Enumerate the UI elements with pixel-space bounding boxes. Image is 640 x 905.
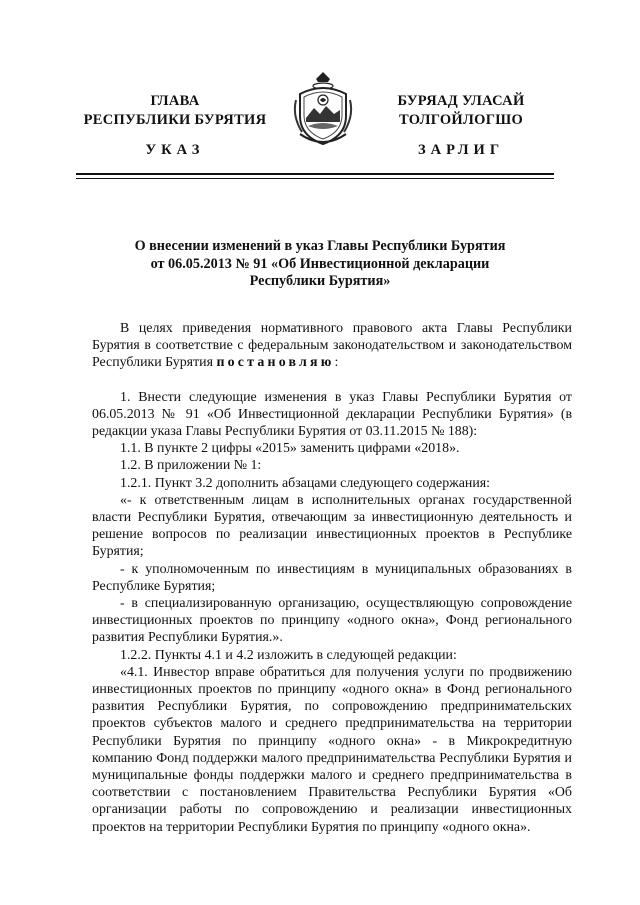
paragraph-1: 1. Внести следующие изменения в указ Главы Республики Бурятия от 06.05.2013 № 91 «Об Инвестиционной декларации Республики Бурятия» (в редакции указа Главы Республики Бурятия от 03.11.2015 № 188):: [92, 389, 572, 440]
decree-word: постановляю: [216, 355, 335, 371]
coat-of-arms-emblem: [290, 70, 356, 146]
paragraph-quote-3: - в специализированную организацию, осуществляющую сопровождение инвестиционных проектов по принципу «одного окна», Фонд регионального развития Республики Бурятия.».: [92, 596, 572, 646]
title-line1: О внесении изменений в указ Главы Республики Бурятия: [134, 238, 506, 254]
intro-paragraph: [92, 320, 572, 372]
header-right-line2: ТОЛГОЙЛОГШО: [398, 112, 524, 128]
paragraph-1-2-2: 1.2.2. Пункты 4.1 и 4.2 изложить в следующей редакции:: [120, 647, 457, 663]
paragraph-1-2: 1.2. В приложении № 1:: [120, 458, 262, 474]
document-kind-bur: ЗАРЛИГ: [417, 142, 505, 158]
paragraph-quote-2: - к уполномоченным по инвестициям в муниципальных образованиях в Республике Бурятия;: [92, 561, 572, 594]
header-left-line1: ГЛАВА: [150, 93, 200, 109]
paragraph-4-1: «4.1. Инвестор вправе обратиться для получения услуги по продвижению инвестиционных проектов по принципу «одного окна» в Фонд регионального развития Республики Бурятия, по сопровождению предпринимательских проектов субъектов малого и среднего предпринимательства на территории Республики Бурятия по принципу «одного окна» - в Микрокредитную компанию Фонд поддержки малого предпринимательства Республики Бурятия и муниципальные фонды поддержки малого и среднего предпринимательства в соответствии с постановлением Правительства Республики Бурятия «Об организации работы по сопровождению и реализации инвестиционных проектов на территории Республики Бурятия по принципу «одного окна».: [92, 664, 572, 835]
intro-end: :: [334, 355, 339, 371]
paragraph-1-1: 1.1. В пункте 2 цифры «2015» заменить цифрами «2018».: [120, 441, 460, 457]
intro-text: В целях приведения нормативного правового акта Главы Республики Бурятия в соответствие с федеральным законодательством и законодательством Республики Бурятия: [92, 321, 572, 371]
paragraph-quote-1: «- к ответственным лицам в исполнительных органах государственной власти Республики Бурятия, отвечающим за инвестиционную деятельность и решение вопросов по реализации инвестиционных проектов в Республике Бурятия;: [92, 492, 572, 560]
header-rule-thick: [76, 173, 554, 175]
title-line2: от 06.05.2013 № 91 «Об Инвестиционной декларации: [150, 255, 490, 272]
document-body: [92, 320, 572, 836]
header-rule-thin: [76, 178, 554, 179]
document-title: [90, 238, 550, 291]
document-kind-ru: УКАЗ: [145, 142, 205, 158]
header-left: [70, 92, 280, 130]
title-line3: Республики Бурятия»: [249, 273, 391, 289]
paragraph-1-2-1: 1.2.1. Пункт 3.2 дополнить абзацами следующего содержания:: [120, 475, 491, 491]
header-right-line1: БУРЯАД УЛАСАЙ: [397, 93, 525, 109]
header-right: [372, 92, 550, 130]
header-left-line2: РЕСПУБЛИКИ БУРЯТИЯ: [83, 112, 267, 128]
